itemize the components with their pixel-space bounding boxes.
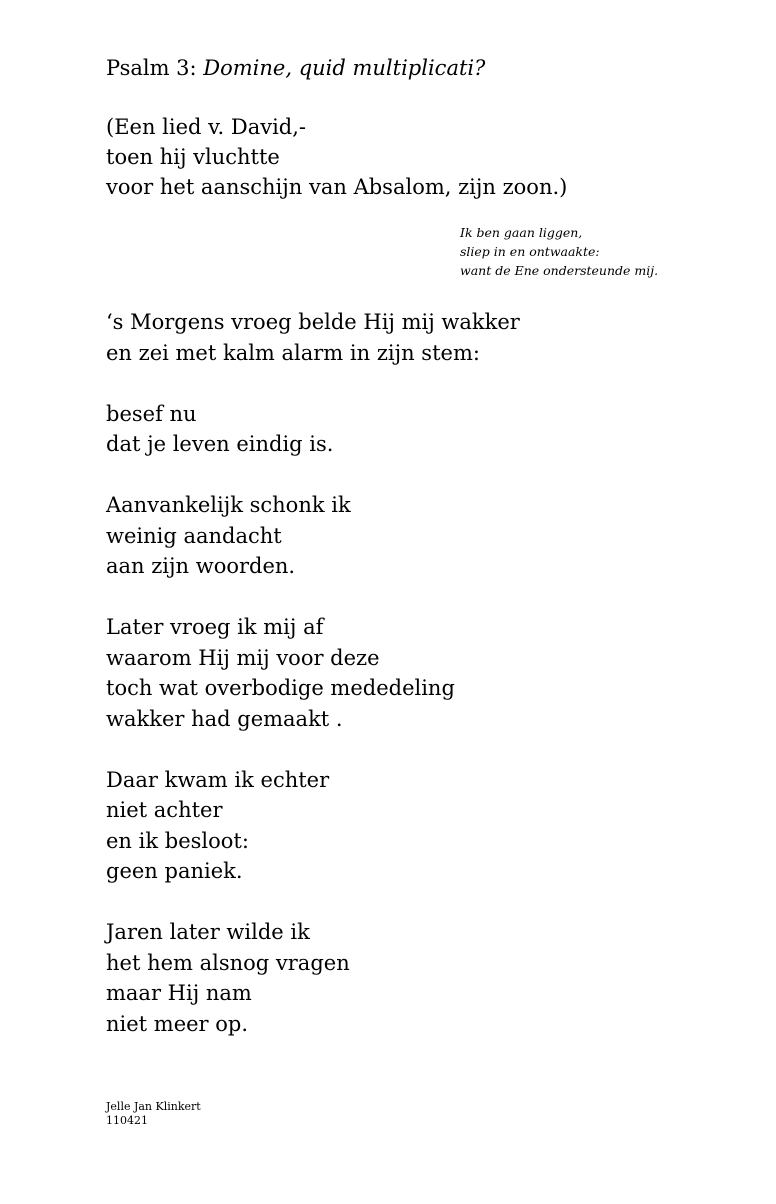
signature-block [106,1100,201,1128]
poem-line: niet achter [106,798,223,822]
title-subtitle: Domine, quid multiplicati? [203,56,486,80]
author-name: Jelle Jan Klinkert [106,1100,201,1113]
intro-block [106,112,567,202]
poem-line: waarom Hij mij voor deze [106,645,380,670]
epigraph-line: want de Ene ondersteunde mij. [460,263,659,278]
poem-line: en ik besloot: [106,828,249,853]
poem-line: Jaren later wilde ik [106,920,310,944]
epigraph-line: Ik ben gaan liggen, [460,225,583,240]
poem-line: weinig aandacht [106,523,282,548]
poem-line: Later vroeg ik mij af [106,615,324,639]
poem-line: het hem alsnog vragen [106,950,350,975]
poem-body [106,307,520,1039]
title-prefix: Psalm 3: [106,56,204,80]
stanza [106,490,520,582]
stanza [106,307,520,368]
poem-line: Aanvankelijk schonk ik [106,493,351,517]
poem-line: Daar kwam ik echter [106,767,330,792]
poem-line: maar Hij nam [106,981,252,1005]
poem-line: wakker had gemaakt . [106,706,343,731]
intro-line: toen hij vluchtte [106,145,280,169]
epigraph-line: sliep in en ontwaakte: [460,244,600,259]
stanza [106,612,520,734]
poem-line: niet meer op. [106,1011,249,1036]
poem-line: dat je leven eindig is. [106,432,334,456]
date-code: 110421 [106,1114,148,1127]
poem-line: ‘s Morgens vroeg belde Hij mij wakker [106,310,520,334]
poem-title [106,54,485,82]
poem-line: en zei met kalm alarm in zijn stem: [106,340,480,365]
stanza [106,765,520,887]
intro-line: voor het aanschijn van Absalom, zijn zoon.) [106,175,568,199]
epigraph [460,223,658,280]
poem-line: toch wat overbodige mededeling [106,676,455,700]
poem-line: besef nu [106,401,197,426]
poem-line: aan zijn woorden. [106,554,296,578]
intro-line: (Een lied v. David,- [106,115,307,139]
poem-line: geen paniek. [106,859,243,883]
stanza [106,917,520,1039]
stanza [106,399,520,460]
